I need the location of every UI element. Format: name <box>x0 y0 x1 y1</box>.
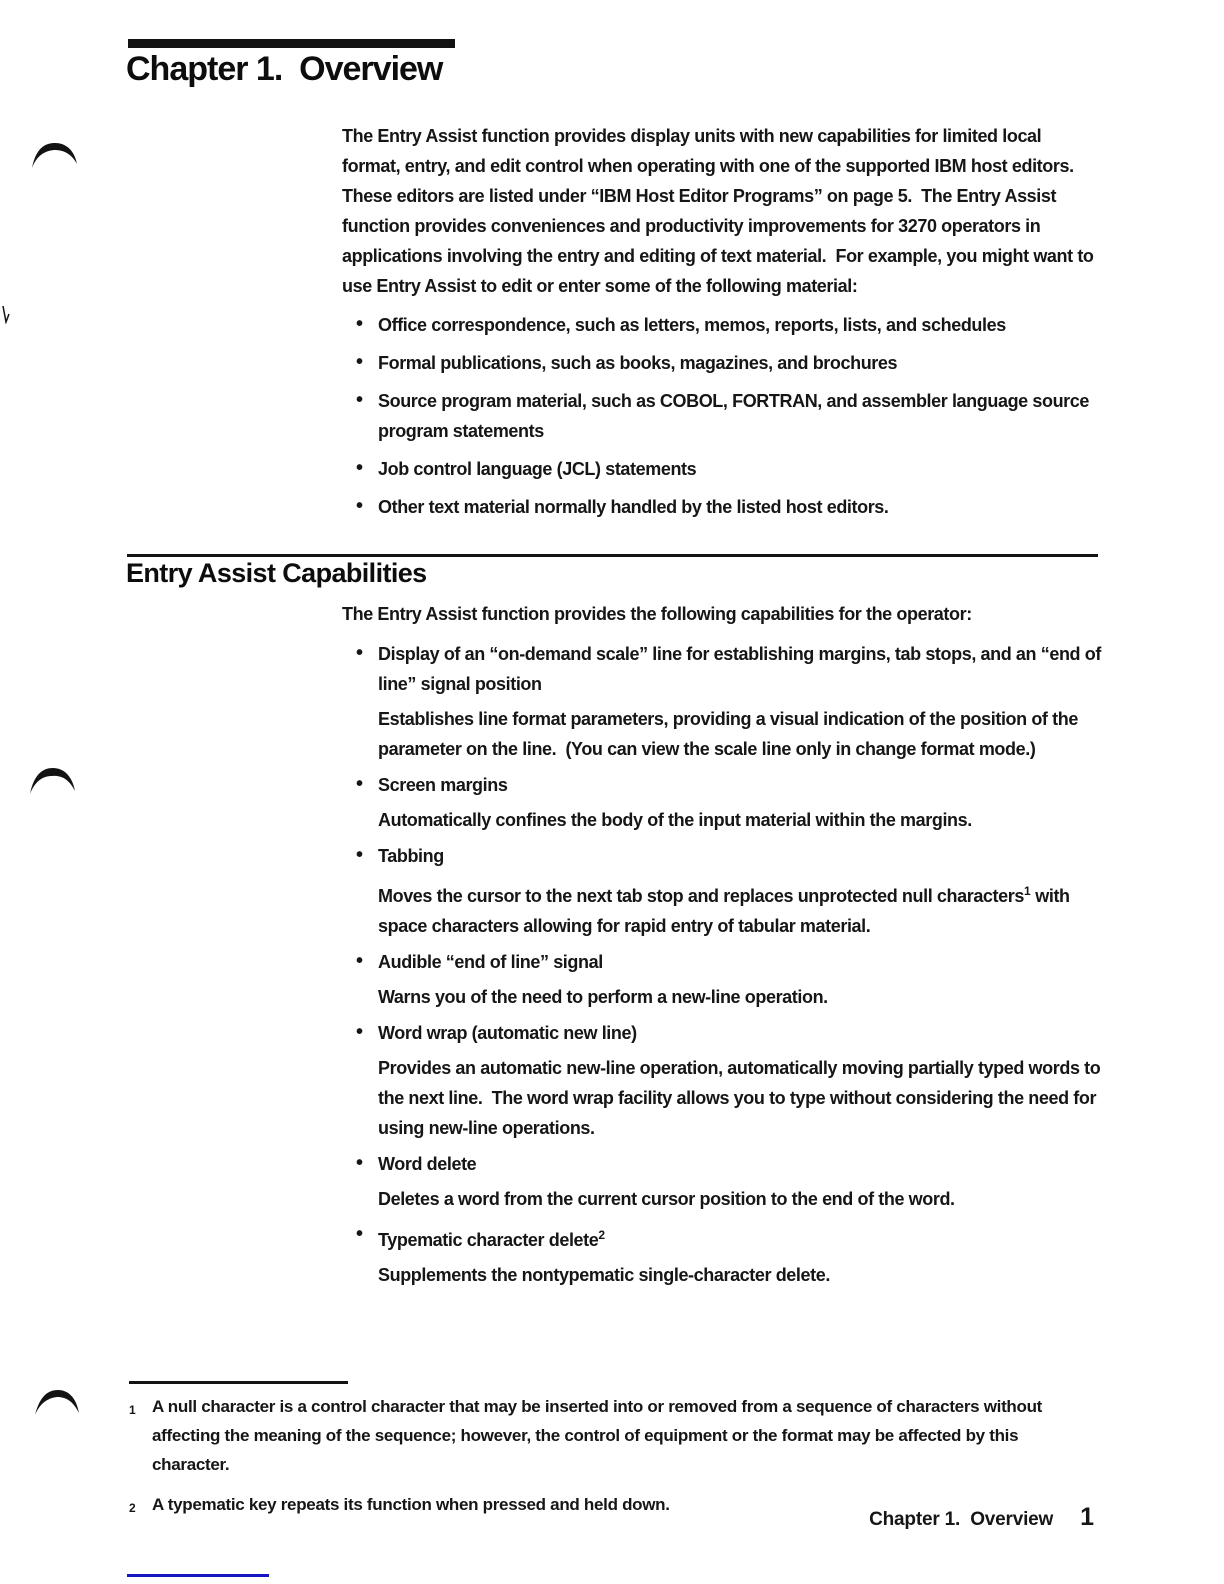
capability-item <box>342 770 1102 835</box>
section-heading-rule <box>127 554 1098 557</box>
list-item <box>342 386 1102 446</box>
scan-artifact-arc <box>28 766 78 796</box>
capability-description: Warns you of the need to perform a new-line operation. <box>378 987 828 1007</box>
description-text: Moves the cursor to the next tab stop and replaces unprotected null characters <box>378 886 1024 906</box>
capability-title <box>378 1220 1102 1255</box>
list-item <box>342 492 1102 522</box>
capability-title: • Display of an “on-demand scale” line for establishing margins, tab stops, and an “end of line” signal position <box>378 644 1106 694</box>
scan-artifact-tick <box>1 302 11 324</box>
capability-description: Deletes a word from the current cursor position to the end of the word. <box>378 1189 955 1209</box>
intro-section <box>342 121 1102 530</box>
list-item <box>342 310 1102 340</box>
capability-description <box>378 876 1102 941</box>
capability-description: Establishes line format parameters, providing a visual indication of the position of the parameter on the line. (You can view the scale line only in change format mode.) <box>378 709 1083 759</box>
capability-description: Automatically confines the body of the input material within the margins. <box>378 810 972 830</box>
capability-title: • Audible “end of line” signal <box>378 952 603 972</box>
footnote-marker: 1 <box>129 1403 136 1417</box>
chapter-heading-rule <box>128 39 455 48</box>
intro-bullet-list <box>342 310 1102 522</box>
footer-page-number: 1 <box>1080 1503 1094 1531</box>
capability-description: Supplements the nontypematic single-character delete. <box>378 1265 830 1285</box>
list-item-text: Formal publications, such as books, magazines, and brochures <box>378 353 898 373</box>
capabilities-intro: The Entry Assist function provides the following capabilities for the operator: <box>342 604 972 624</box>
footnote-text: A typematic key repeats its function when pressed and held down. <box>152 1495 670 1514</box>
capability-item <box>342 1220 1102 1290</box>
footnote-reference-1: 1 <box>1023 884 1031 898</box>
list-item-text: Job control language (JCL) statements <box>378 459 697 479</box>
footnote-separator-rule <box>129 1381 348 1384</box>
capability-title: • Tabbing <box>378 846 444 866</box>
list-item <box>342 348 1102 378</box>
capabilities-section <box>342 599 1106 1296</box>
list-item-text: Source program material, such as COBOL, FORTRAN, and assembler language source program statements <box>378 391 1090 441</box>
capability-item <box>342 841 1102 941</box>
list-item-text: Office correspondence, such as letters, memos, reports, lists, and schedules <box>378 315 1006 335</box>
section-title: Entry Assist Capabilities <box>126 558 427 588</box>
capability-title-text: Typematic character delete <box>378 1230 599 1250</box>
list-item-text: Other text material normally handled by the listed host editors. <box>378 497 889 517</box>
capability-title: • Word wrap (automatic new line) <box>378 1023 637 1043</box>
page-footer <box>869 1503 1094 1532</box>
list-item <box>342 454 1102 484</box>
capability-item <box>342 1149 1102 1214</box>
capability-item <box>342 1018 1105 1143</box>
capability-item <box>342 947 1102 1012</box>
capability-title: • Screen margins <box>378 775 508 795</box>
capability-title: • Word delete <box>378 1154 477 1174</box>
scan-artifact-blue-line <box>127 1574 269 1577</box>
footnote <box>129 1392 1095 1479</box>
footnote-reference-2: 2 <box>598 1228 606 1242</box>
scan-artifact-arc <box>33 1387 83 1417</box>
intro-paragraph: The Entry Assist function provides display units with new capabilities for limited local format, entry, and edit control when operating with one of the supported IBM host editors. These editors are listed under “IBM Host Editor Programs” on page 5. The Entry Assist function provides conveniences and productivity improvements for 3270 operators in applications involving the entry and editing of text material. For example, you might want to use Entry Assist to edit or enter some of the following material: <box>342 126 1099 296</box>
scan-artifact-arc <box>30 141 80 171</box>
capability-item <box>342 639 1106 764</box>
description-text: with space characters allowing for rapid entry of tabular material. <box>378 886 1075 936</box>
footnote-text: A null character is a control character that may be inserted into or removed from a sequence of characters without affecting the meaning of the sequence; however, the control of equipment or the format may be affected by this character. <box>152 1397 1047 1474</box>
chapter-title: Chapter 1. Overview <box>126 50 443 88</box>
capability-description: Provides an automatic new-line operation, automatically moving partially typed words to the next line. The word wrap facility allows you to type without considering the need for using new-line operations. <box>378 1058 1105 1138</box>
footnote-marker: 2 <box>129 1501 136 1515</box>
footer-chapter-label: Chapter 1. Overview <box>869 1509 1054 1530</box>
